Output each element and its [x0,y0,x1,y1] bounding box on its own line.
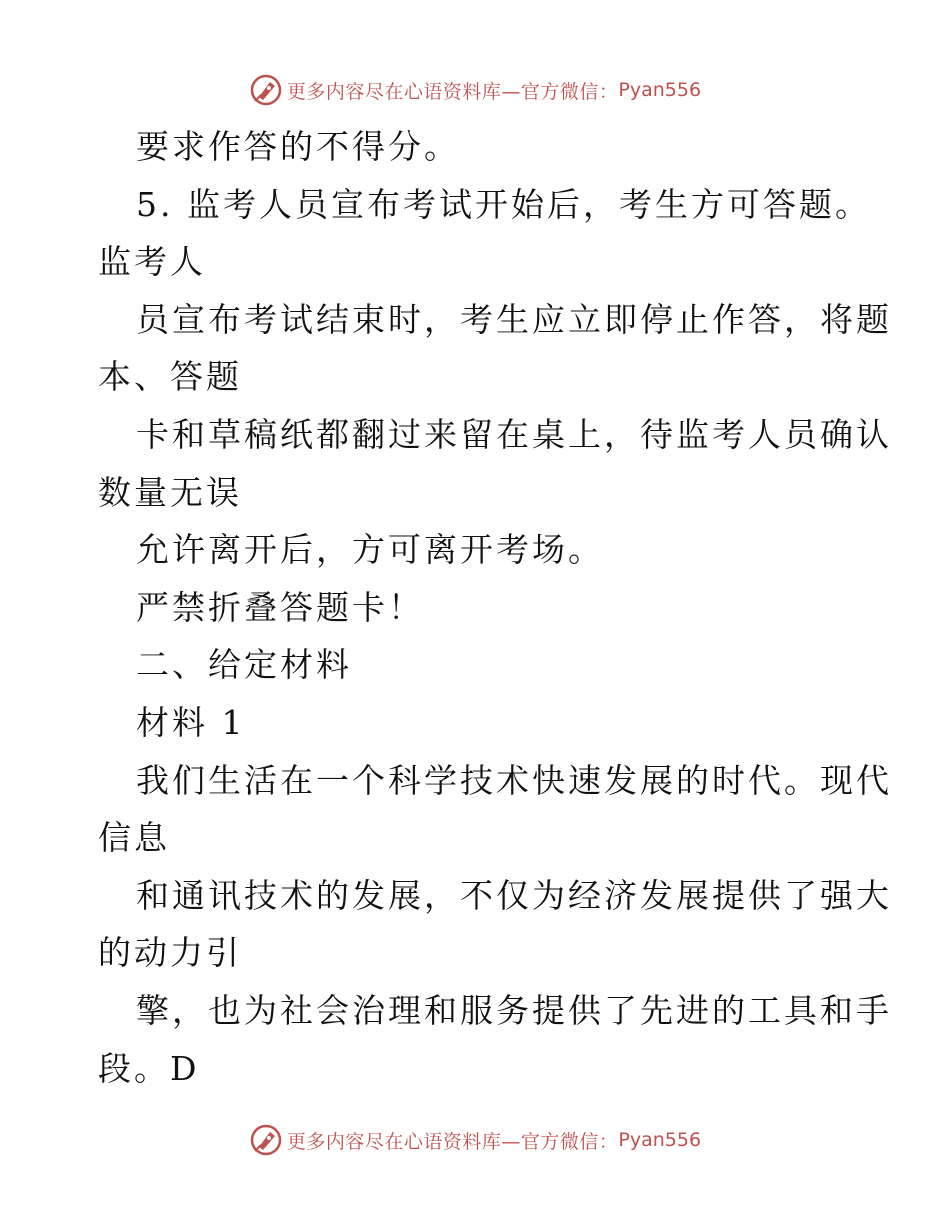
header-watermark [0,70,950,110]
text-line: 的动力引 [98,933,242,973]
text-line: 要求作答的不得分。 [136,127,460,166]
text-line: 员宣布考试结束时，考生应立即停止作答，将题 [136,299,892,339]
pen-nib-logo-icon [249,73,283,107]
text-line: 卡和草稿纸都翻过来留在桌上，待监考人员确认 [136,414,892,454]
text-line: 本、答题 [98,357,242,397]
text-line: 擎，也为社会治理和服务提供了先进的工具和手 [136,990,892,1030]
text-line: 数量无误 [98,472,242,512]
text-line: 信息 [98,818,170,858]
watermark-text: 更多内容尽在心语资料库—官方微信： [286,80,619,103]
watermark-text: 更多内容尽在心语资料库—官方微信： [286,1130,619,1153]
text-line: 和通讯技术的发展，不仅为经济发展提供了强大 [136,875,892,915]
text-line: 段。D [98,1048,200,1088]
text-line: 严禁折叠答题卡！ [136,587,424,627]
text-line: 我们生活在一个科学技术快速发展的时代。现代 [136,760,892,800]
footer-watermark [0,1120,950,1160]
text-line: 二、给定材料 [136,645,352,685]
text-line: 监考人 [98,242,206,282]
document-body [98,118,892,1097]
text-line: 5. 监考人员宣布考试开始后，考生方可答题。 [136,184,871,224]
text-line: 材料 1 [136,702,246,742]
watermark-wechat-id: Pyan556 [618,79,702,101]
text-line: 允许离开后，方可离开考场。 [136,530,604,570]
pen-nib-logo-icon [249,1123,283,1157]
watermark-wechat-id: Pyan556 [618,1129,702,1151]
